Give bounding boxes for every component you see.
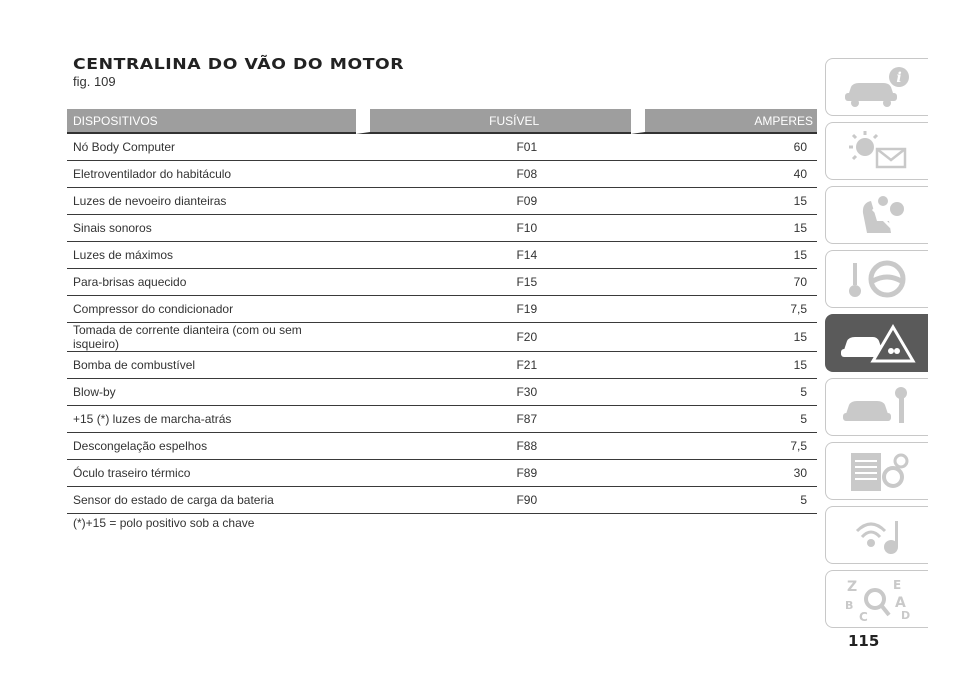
tab-emergency[interactable]: [825, 314, 928, 372]
table-row: [67, 269, 817, 296]
amperes-cell: 15: [631, 188, 817, 215]
svg-text:Z: Z: [847, 579, 858, 595]
fuse-cell: F08: [356, 161, 631, 188]
device-cell: Para-brisas aquecido: [67, 269, 356, 296]
car-maintenance-icon: [837, 383, 917, 431]
tab-maintenance[interactable]: [825, 378, 928, 436]
table-row: [67, 161, 817, 188]
fuse-table: [67, 109, 817, 514]
device-cell: Sinais sonoros: [67, 215, 356, 242]
svg-text:B: B: [845, 599, 854, 612]
svg-text:D: D: [901, 609, 911, 622]
table-row: [67, 460, 817, 487]
fuse-cell: F30: [356, 379, 631, 406]
device-cell: Nó Body Computer: [67, 134, 356, 161]
table-row: [67, 487, 817, 514]
amperes-cell: 40: [631, 161, 817, 188]
tab-safety[interactable]: [825, 186, 928, 244]
amperes-cell: 15: [631, 323, 817, 352]
airbag-seat-icon: [837, 191, 917, 239]
amperes-cell: 7,5: [631, 433, 817, 460]
svg-text:A: A: [895, 595, 906, 611]
index-search-icon: [837, 575, 917, 623]
page-title: CENTRALINA DO VÃO DO MOTOR: [73, 55, 405, 73]
device-cell: Blow-by: [67, 379, 356, 406]
amperes-cell: 70: [631, 269, 817, 296]
fuse-cell: F20: [356, 323, 631, 352]
dashboard-lights-icon: [837, 127, 917, 175]
amperes-cell: 15: [631, 215, 817, 242]
amperes-cell: 15: [631, 352, 817, 379]
fuse-cell: F88: [356, 433, 631, 460]
device-cell: Sensor do estado de carga da bateria: [67, 487, 356, 514]
table-row: [67, 296, 817, 323]
fuse-cell: F15: [356, 269, 631, 296]
table-row: [67, 134, 817, 161]
car-warning-icon: [837, 319, 917, 367]
amperes-cell: 5: [631, 406, 817, 433]
amperes-cell: 30: [631, 460, 817, 487]
tab-index[interactable]: [825, 570, 928, 628]
device-cell: Luzes de nevoeiro dianteiras: [67, 188, 356, 215]
fuse-cell: F19: [356, 296, 631, 323]
tab-technical-data[interactable]: [825, 442, 928, 500]
fuse-cell: F09: [356, 188, 631, 215]
svg-text:C: C: [859, 610, 868, 623]
table-row: [67, 242, 817, 269]
table-row: [67, 433, 817, 460]
table-row: [67, 188, 817, 215]
device-cell: Descongelação espelhos: [67, 433, 356, 460]
table-row: [67, 323, 817, 352]
figure-reference: fig. 109: [73, 74, 116, 89]
column-header-devices: DISPOSITIVOS: [67, 109, 356, 134]
device-cell: Luzes de máximos: [67, 242, 356, 269]
key-steering-icon: [837, 255, 917, 303]
table-row: [67, 215, 817, 242]
fuse-cell: F90: [356, 487, 631, 514]
device-cell: Compressor do condicionador: [67, 296, 356, 323]
footnote: (*)+15 = polo positivo sob a chave: [73, 516, 255, 530]
amperes-cell: 7,5: [631, 296, 817, 323]
technical-data-icon: [837, 447, 917, 495]
tab-multimedia[interactable]: [825, 506, 928, 564]
device-cell: +15 (*) luzes de marcha-atrás: [67, 406, 356, 433]
fuse-cell: F89: [356, 460, 631, 487]
amperes-cell: 60: [631, 134, 817, 161]
svg-text:i: i: [896, 70, 902, 86]
car-info-icon: [837, 63, 917, 111]
amperes-cell: 15: [631, 242, 817, 269]
table-row: [67, 352, 817, 379]
column-header-fuse: FUSÍVEL: [356, 109, 631, 134]
tab-starting-driving[interactable]: [825, 250, 928, 308]
column-header-amperes: AMPERES: [631, 109, 817, 134]
table-header-row: [67, 109, 817, 134]
fuse-cell: F01: [356, 134, 631, 161]
amperes-cell: 5: [631, 379, 817, 406]
table-row: [67, 406, 817, 433]
table-row: [67, 379, 817, 406]
svg-text:E: E: [893, 578, 902, 592]
tab-dashboard-lights[interactable]: [825, 122, 928, 180]
tab-car-info[interactable]: [825, 58, 928, 116]
device-cell: Bomba de combustível: [67, 352, 356, 379]
fuse-cell: F87: [356, 406, 631, 433]
amperes-cell: 5: [631, 487, 817, 514]
device-cell: Óculo traseiro térmico: [67, 460, 356, 487]
fuse-cell: F10: [356, 215, 631, 242]
device-cell: Eletroventilador do habitáculo: [67, 161, 356, 188]
device-cell: Tomada de corrente dianteira (com ou sem isqueiro): [67, 323, 356, 352]
page-number: 115: [848, 632, 880, 650]
chapter-tabs: [825, 58, 928, 634]
fuse-cell: F14: [356, 242, 631, 269]
multimedia-icon: [837, 511, 917, 559]
fuse-cell: F21: [356, 352, 631, 379]
